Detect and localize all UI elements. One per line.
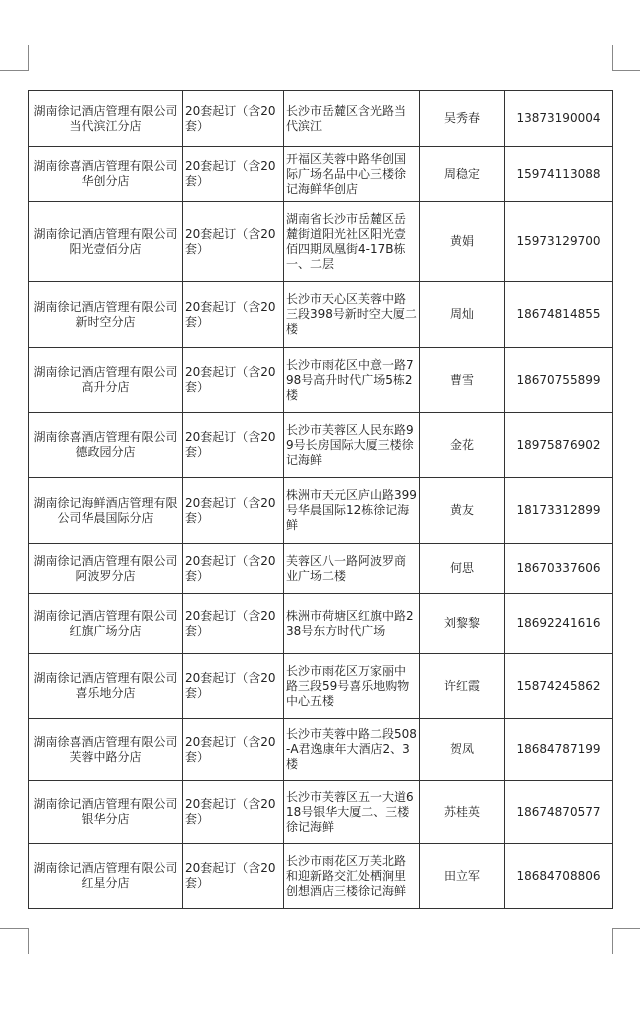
- order-minimum-cell: 20套起订（含20套）: [183, 413, 284, 478]
- contact-person-cell: 周稳定: [420, 147, 505, 202]
- order-minimum-cell: 20套起订（含20套）: [183, 282, 284, 348]
- company-name-cell: 湖南徐记海鲜酒店管理有限公司华晨国际分店: [29, 478, 183, 544]
- store-list-table: [28, 90, 613, 909]
- phone-number-cell: 18684787199: [505, 719, 613, 781]
- crop-mark-top-right-h: [612, 70, 640, 71]
- order-minimum-cell: 20套起订（含20套）: [183, 478, 284, 544]
- phone-number-cell: 18670337606: [505, 544, 613, 594]
- table-row: [29, 654, 613, 719]
- phone-number-cell: 18674870577: [505, 781, 613, 844]
- contact-person-cell: 吴秀春: [420, 91, 505, 147]
- address-cell: 长沙市芙蓉区人民东路99号长房国际大厦三楼徐记海鲜: [284, 413, 420, 478]
- company-name-cell: 湖南徐记酒店管理有限公司喜乐地分店: [29, 654, 183, 719]
- company-name-cell: 湖南徐喜酒店管理有限公司芙蓉中路分店: [29, 719, 183, 781]
- phone-number-cell: 18674814855: [505, 282, 613, 348]
- company-name-cell: 湖南徐记酒店管理有限公司高升分店: [29, 348, 183, 413]
- address-cell: 长沙市芙蓉区五一大道618号银华大厦二、三楼徐记海鲜: [284, 781, 420, 844]
- table-row: [29, 478, 613, 544]
- crop-mark-top-left-h: [0, 70, 28, 71]
- order-minimum-cell: 20套起订（含20套）: [183, 348, 284, 413]
- contact-person-cell: 金花: [420, 413, 505, 478]
- address-cell: 长沙市芙蓉中路二段508-A君逸康年大酒店2、3楼: [284, 719, 420, 781]
- contact-person-cell: 许红霞: [420, 654, 505, 719]
- phone-number-cell: 18975876902: [505, 413, 613, 478]
- phone-number-cell: 18670755899: [505, 348, 613, 413]
- phone-number-cell: 15974113088: [505, 147, 613, 202]
- address-cell: 长沙市岳麓区含光路当代滨江: [284, 91, 420, 147]
- phone-number-cell: 13873190004: [505, 91, 613, 147]
- crop-mark-bottom-left-v: [28, 928, 29, 954]
- contact-person-cell: 周灿: [420, 282, 505, 348]
- address-cell: 长沙市雨花区中意一路798号高升时代广场5栋2楼: [284, 348, 420, 413]
- order-minimum-cell: 20套起订（含20套）: [183, 91, 284, 147]
- address-cell: 湖南省长沙市岳麓区岳麓街道阳光社区阳光壹佰四期凤凰街4-17B栋一、二层: [284, 202, 420, 282]
- company-name-cell: 湖南徐记酒店管理有限公司阿波罗分店: [29, 544, 183, 594]
- table-row: [29, 91, 613, 147]
- table-row: [29, 282, 613, 348]
- contact-person-cell: 苏桂英: [420, 781, 505, 844]
- table-row: [29, 719, 613, 781]
- address-cell: 株洲市天元区庐山路399号华晨国际12栋徐记海鲜: [284, 478, 420, 544]
- table-row: [29, 348, 613, 413]
- order-minimum-cell: 20套起订（含20套）: [183, 719, 284, 781]
- phone-number-cell: 18692241616: [505, 594, 613, 654]
- table-row: [29, 147, 613, 202]
- phone-number-cell: 15874245862: [505, 654, 613, 719]
- order-minimum-cell: 20套起订（含20套）: [183, 544, 284, 594]
- order-minimum-cell: 20套起订（含20套）: [183, 202, 284, 282]
- company-name-cell: 湖南徐记酒店管理有限公司阳光壹佰分店: [29, 202, 183, 282]
- address-cell: 长沙市天心区芙蓉中路三段398号新时空大厦二楼: [284, 282, 420, 348]
- table-row: [29, 202, 613, 282]
- contact-person-cell: 刘黎黎: [420, 594, 505, 654]
- address-cell: 株洲市荷塘区红旗中路238号东方时代广场: [284, 594, 420, 654]
- order-minimum-cell: 20套起订（含20套）: [183, 654, 284, 719]
- contact-person-cell: 贺凤: [420, 719, 505, 781]
- company-name-cell: 湖南徐记酒店管理有限公司红旗广场分店: [29, 594, 183, 654]
- order-minimum-cell: 20套起订（含20套）: [183, 781, 284, 844]
- company-name-cell: 湖南徐记酒店管理有限公司红星分店: [29, 844, 183, 909]
- crop-mark-top-right-v: [612, 45, 613, 71]
- table-row: [29, 594, 613, 654]
- contact-person-cell: 田立军: [420, 844, 505, 909]
- crop-mark-bottom-right-v: [612, 928, 613, 954]
- company-name-cell: 湖南徐记酒店管理有限公司当代滨江分店: [29, 91, 183, 147]
- address-cell: 开福区芙蓉中路华创国际广场名品中心三楼徐记海鲜华创店: [284, 147, 420, 202]
- phone-number-cell: 18684708806: [505, 844, 613, 909]
- phone-number-cell: 18173312899: [505, 478, 613, 544]
- company-name-cell: 湖南徐喜酒店管理有限公司德政园分店: [29, 413, 183, 478]
- contact-person-cell: 黄友: [420, 478, 505, 544]
- contact-person-cell: 曹雪: [420, 348, 505, 413]
- contact-person-cell: 何思: [420, 544, 505, 594]
- table-row: [29, 413, 613, 478]
- table-row: [29, 544, 613, 594]
- company-name-cell: 湖南徐记酒店管理有限公司银华分店: [29, 781, 183, 844]
- company-name-cell: 湖南徐喜酒店管理有限公司华创分店: [29, 147, 183, 202]
- address-cell: 长沙市雨花区万家丽中路三段59号喜乐地购物中心五楼: [284, 654, 420, 719]
- company-name-cell: 湖南徐记酒店管理有限公司新时空分店: [29, 282, 183, 348]
- crop-mark-bottom-right-h: [612, 928, 640, 929]
- phone-number-cell: 15973129700: [505, 202, 613, 282]
- address-cell: 芙蓉区八一路阿波罗商业广场二楼: [284, 544, 420, 594]
- table-row: [29, 844, 613, 909]
- contact-person-cell: 黄娟: [420, 202, 505, 282]
- order-minimum-cell: 20套起订（含20套）: [183, 844, 284, 909]
- crop-mark-bottom-left-h: [0, 928, 28, 929]
- order-minimum-cell: 20套起订（含20套）: [183, 147, 284, 202]
- address-cell: 长沙市雨花区万芙北路和迎新路交汇处栖涧里创想酒店三楼徐记海鲜: [284, 844, 420, 909]
- table-row: [29, 781, 613, 844]
- order-minimum-cell: 20套起订（含20套）: [183, 594, 284, 654]
- crop-mark-top-left-v: [28, 45, 29, 71]
